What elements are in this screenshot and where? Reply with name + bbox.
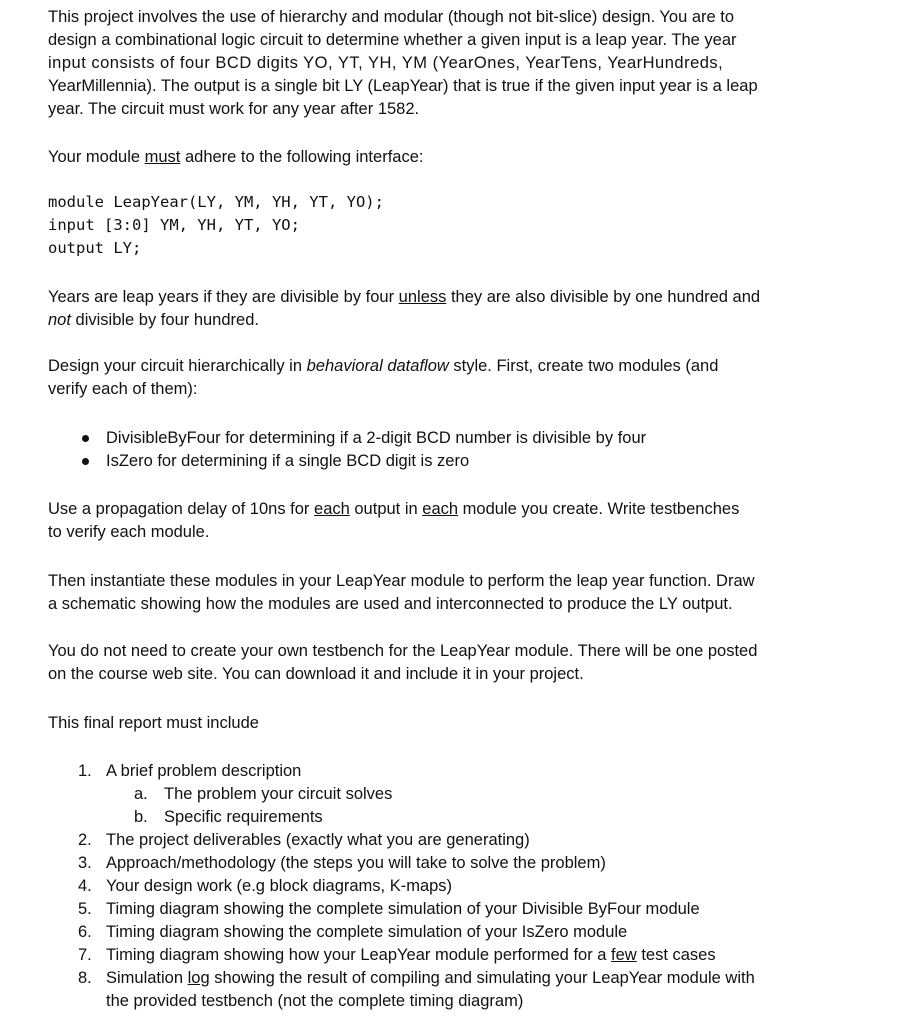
item7-pre: Timing diagram showing how your LeapYear module performed for a (106, 946, 612, 964)
rule-end: divisible by four hundred. (70, 311, 259, 329)
design-paragraph (48, 355, 718, 401)
item-number: 8. (78, 969, 92, 987)
item-number: 5. (78, 900, 92, 918)
list-item (48, 760, 810, 829)
module-divisible: DivisibleByFour for determining if a 2-digit BCD number is divisible by four (106, 429, 647, 447)
instantiate-line-2: a schematic showing how the modules are used and interconnected to produce the LY output. (48, 595, 733, 613)
intro-line-5: year. The circuit must work for any year after 1582. (48, 100, 420, 118)
item7-post: test cases (636, 946, 716, 964)
sub-text: Specific requirements (164, 808, 323, 826)
bullet-icon (82, 458, 89, 465)
sub-number: a. (134, 785, 148, 803)
rule-paragraph (48, 286, 760, 332)
delay-b: output in (349, 500, 423, 518)
code-block (48, 191, 384, 260)
module-list (48, 427, 810, 473)
item7-few: few (611, 946, 637, 964)
instantiate-paragraph (48, 570, 755, 616)
delay-line-2: to verify each module. (48, 523, 210, 541)
item-text: Timing diagram showing the complete simulation of your Divisible ByFour module (106, 900, 700, 918)
delay-paragraph (48, 498, 739, 544)
item-text: A brief problem description (106, 762, 302, 780)
list-item (48, 898, 810, 921)
item-number: 3. (78, 854, 92, 872)
rule-unless: unless (398, 288, 447, 306)
item-text: Your design work (e.g block diagrams, K-maps) (106, 877, 453, 895)
list-item (48, 967, 810, 1013)
list-item (48, 427, 810, 450)
rule-not: not (48, 311, 71, 329)
sub-text: The problem your circuit solves (164, 785, 393, 803)
design-pre: Design your circuit hierarchically in (48, 357, 307, 375)
intro-line-3: input consists of four BCD digits YO, YT, YH, YM (YearOnes, YearTens, YearHundreds, (48, 54, 724, 72)
item-number: 4. (78, 877, 92, 895)
list-item (48, 944, 810, 967)
item-number: 6. (78, 923, 92, 941)
list-item (48, 921, 810, 944)
design-post: style. First, create two modules (and (448, 357, 719, 375)
list-item (48, 829, 810, 852)
item8-line-2: the provided testbench (not the complete timing diagram) (106, 992, 524, 1010)
item-text: The project deliverables (exactly what you are generating) (106, 831, 530, 849)
interface-paragraph (48, 146, 423, 169)
interface-post: adhere to the following interface: (180, 148, 424, 166)
sub-number: b. (134, 808, 148, 826)
item-number: 2. (78, 831, 92, 849)
item-text: Timing diagram showing the complete simulation of your IsZero module (106, 923, 628, 941)
delay-each-2: each (422, 500, 459, 518)
item-number: 1. (78, 762, 92, 780)
item8-pre: Simulation (106, 969, 188, 987)
list-item (48, 450, 810, 473)
intro-line-1: This project involves the use of hierarchy and modular (though not bit-slice) design. You are to (48, 8, 735, 26)
delay-c: module you create. Write testbenches (458, 500, 740, 518)
rule-pre: Years are leap years if they are divisible by four (48, 288, 399, 306)
report-list (48, 760, 810, 1013)
design-line-1 (48, 355, 718, 378)
intro-paragraph (48, 6, 810, 121)
delay-each-1: each (314, 500, 350, 518)
item8-post: showing the result of compiling and simulating your LeapYear module with (209, 969, 755, 987)
module-iszero: IsZero for determining if a single BCD digit is zero (106, 452, 470, 470)
delay-line-1 (48, 498, 739, 521)
item-text: Approach/methodology (the steps you will take to solve the problem) (106, 854, 606, 872)
testbench-line-2: on the course web site. You can download it and include it in your project. (48, 665, 584, 683)
intro-line-2: design a combinational logic circuit to determine whether a given input is a leap year. The year (48, 31, 737, 49)
code-line-2: input [3:0] YM, YH, YT, YO; (48, 216, 300, 234)
report-intro: This final report must include (48, 714, 259, 732)
code-line-1: module LeapYear(LY, YM, YH, YT, YO); (48, 193, 384, 211)
delay-a: Use a propagation delay of 10ns for (48, 500, 315, 518)
design-line-2: verify each of them): (48, 380, 198, 398)
item-number: 7. (78, 946, 92, 964)
instantiate-line-1: Then instantiate these modules in your LeapYear module to perform the leap year function. Draw (48, 572, 755, 590)
rule-line-2 (48, 309, 760, 332)
rule-post: they are also divisible by one hundred and (446, 288, 761, 306)
list-item (48, 875, 810, 898)
sub-list (106, 783, 810, 829)
bullet-icon (82, 435, 89, 442)
testbench-paragraph (48, 640, 757, 686)
list-item (48, 806, 810, 829)
list-item (48, 783, 810, 806)
code-line-3: output LY; (48, 239, 142, 257)
interface-pre: Your module (48, 148, 145, 166)
rule-line-1 (48, 286, 760, 309)
list-item (48, 852, 810, 875)
intro-line-4: YearMillennia). The output is a single bit LY (LeapYear) that is true if the given input year is a leap (48, 77, 758, 95)
testbench-line-1: You do not need to create your own testbench for the LeapYear module. There will be one posted (48, 642, 758, 660)
item8-log: log (187, 969, 210, 987)
interface-must: must (144, 148, 181, 166)
design-style: behavioral dataflow (306, 357, 449, 375)
